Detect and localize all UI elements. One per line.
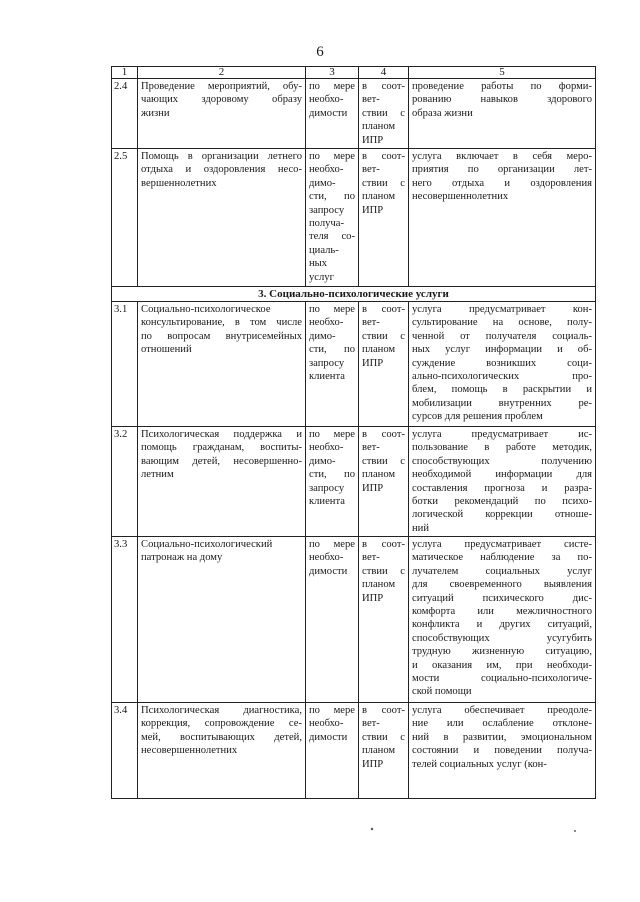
cell-line: вет-	[362, 94, 380, 106]
cell-line: ИПР	[362, 204, 384, 216]
table-row	[112, 537, 596, 703]
cell-line: коррекция, сопровождение се-	[141, 718, 302, 730]
cell-line: планом	[362, 579, 396, 591]
cell-line: него отдыха и оздоровления	[412, 177, 592, 189]
cell-line: мости социально-психологиче-	[412, 673, 592, 685]
row-number: 2.5	[112, 149, 138, 287]
cell-line: в соот-	[362, 539, 405, 550]
services-table	[111, 66, 596, 799]
cell-line: отношений	[141, 344, 192, 356]
cell-line: планом	[362, 191, 396, 203]
service-name	[138, 703, 306, 799]
cell-line: услуга предусматривает систе-	[412, 539, 592, 550]
cell-line: по мере	[309, 304, 355, 315]
cell-line: трудную жизненную ситуацию,	[412, 646, 592, 658]
cell-line: по мере	[309, 151, 355, 162]
cell-line: несовершеннолетних	[141, 745, 238, 757]
cell-line: несовершеннолетних	[412, 191, 509, 203]
cell-line: вет-	[362, 442, 380, 454]
cell-line: Проведение мероприятий, обу-	[141, 81, 302, 92]
section-heading-row	[112, 287, 596, 302]
service-description	[409, 79, 596, 149]
cell-line: ствии с	[362, 731, 405, 743]
cell-line: вет-	[362, 317, 380, 329]
cell-line: ботки рекомендаций по психо-	[412, 496, 592, 508]
cell-line: сурсов для решения проблем	[412, 411, 543, 423]
service-timing	[306, 427, 359, 537]
cell-line: ально-психологических про-	[412, 371, 592, 383]
cell-line: ИПР	[362, 134, 384, 146]
cell-line: состоянии и поведении получа-	[412, 745, 592, 757]
cell-line: планом	[362, 121, 396, 133]
cell-line: димо-	[309, 330, 336, 342]
service-plan	[359, 79, 409, 149]
cell-line: помощь гражданам, воспиты-	[141, 442, 302, 454]
service-description	[409, 149, 596, 287]
row-number: 3.2	[112, 427, 138, 537]
cell-line: услуга предусматривает ис-	[412, 429, 592, 440]
cell-line: вет-	[362, 164, 380, 176]
cell-line: по мере	[309, 705, 355, 716]
cell-line: сультирование на основе, полу-	[412, 317, 592, 329]
cell-line: ИПР	[362, 758, 384, 770]
cell-line: димо-	[309, 455, 336, 467]
cell-line: летним	[141, 469, 174, 481]
cell-line: ний в развитии, эмоциональном	[412, 731, 592, 743]
cell-line: по мере	[309, 81, 355, 92]
cell-line: рованию навыков здорового	[412, 94, 592, 106]
service-plan	[359, 302, 409, 427]
service-description	[409, 427, 596, 537]
cell-line: ствии с	[362, 177, 405, 189]
service-plan	[359, 427, 409, 537]
row-number: 3.4	[112, 703, 138, 799]
section-heading: 3. Социально-психологические услуги	[112, 287, 596, 302]
cell-line: ской помощи	[412, 686, 472, 698]
table-row	[112, 302, 596, 427]
service-description	[409, 302, 596, 427]
cell-line: услуга обеспечивает преодоле-	[412, 705, 592, 716]
cell-line: ний	[412, 522, 430, 534]
service-description	[409, 703, 596, 799]
cell-line: необхо-	[309, 94, 344, 106]
cell-line: мобилизации внутренних ре-	[412, 397, 592, 409]
cell-line: приятия по организации лет-	[412, 164, 592, 176]
cell-line: ИПР	[362, 592, 384, 604]
service-name	[138, 302, 306, 427]
cell-line: в соот-	[362, 705, 405, 716]
cell-line: сти, по	[309, 191, 355, 203]
cell-line: патронаж на дому	[141, 552, 223, 564]
cell-line: Психологическая поддержка и	[141, 429, 302, 440]
cell-line: запросу	[309, 204, 345, 216]
cell-line: услуга включает в себя меро-	[412, 151, 592, 162]
service-name	[138, 149, 306, 287]
service-name	[138, 427, 306, 537]
cell-line: ние или ослабление отклоне-	[412, 718, 592, 730]
cell-line: логической коррекции отноше-	[412, 509, 592, 521]
cell-line: конфликта и других ситуаций,	[412, 619, 592, 631]
cell-line: блем, помощь в раскрытии и	[412, 384, 592, 396]
cell-line: способствующих усугубить	[412, 632, 592, 644]
cell-line: клиента	[309, 496, 345, 508]
cell-line: ствии с	[362, 455, 405, 467]
cell-line: в соот-	[362, 429, 405, 440]
cell-line: необхо-	[309, 442, 344, 454]
cell-line: в соот-	[362, 81, 405, 92]
cell-line: необходимой информации для	[412, 469, 592, 481]
cell-line: в соот-	[362, 151, 405, 162]
cell-line: вершеннолетних	[141, 177, 217, 189]
cell-line: димости	[309, 107, 348, 119]
cell-line: проведение работы по форми-	[412, 81, 592, 92]
cell-line: Помощь в организации летнего	[141, 151, 302, 162]
cell-line: Социально-психологический	[141, 539, 273, 550]
service-timing	[306, 79, 359, 149]
cell-line: чающих здоровому образу	[141, 94, 302, 106]
table-row	[112, 149, 596, 287]
cell-line: телей социальных услуг (кон-	[412, 758, 547, 770]
cell-line: димо-	[309, 177, 336, 189]
cell-line: лучателем социальных услуг	[412, 565, 592, 577]
cell-line: составления прогноза и разра-	[412, 482, 592, 494]
cell-line: необхо-	[309, 552, 344, 564]
cell-line: планом	[362, 745, 396, 757]
cell-line: ных	[309, 258, 328, 270]
header-col-3: 3	[306, 67, 359, 79]
cell-line: ствии с	[362, 330, 405, 342]
cell-line: димости	[309, 565, 348, 577]
service-description	[409, 537, 596, 703]
cell-line: в соот-	[362, 304, 405, 315]
cell-line: планом	[362, 469, 396, 481]
cell-line: по вопросам внутрисемейных	[141, 330, 302, 342]
cell-line: услуга предусматривает кон-	[412, 304, 592, 315]
service-plan	[359, 703, 409, 799]
row-number: 2.4	[112, 79, 138, 149]
cell-line: мей, воспитывающих детей,	[141, 731, 302, 743]
cell-line: для своевременного выявления	[412, 579, 592, 591]
service-plan	[359, 149, 409, 287]
table-row	[112, 79, 596, 149]
cell-line: отдыха и оздоровления несо-	[141, 164, 302, 176]
table-row	[112, 703, 596, 799]
row-number: 3.1	[112, 302, 138, 427]
header-col-4: 4	[359, 67, 409, 79]
cell-line: запросу	[309, 482, 345, 494]
cell-line: вающим детей, несовершенно-	[141, 455, 302, 467]
cell-line: пользование в работе методик,	[412, 442, 592, 454]
cell-line: планом	[362, 344, 396, 356]
cell-line: услуг	[309, 271, 334, 283]
cell-line: ИПР	[362, 357, 384, 369]
cell-line: образа жизни	[412, 107, 473, 119]
cell-line: по мере	[309, 429, 355, 440]
cell-line: матическое наблюдение за по-	[412, 552, 592, 564]
cell-line: ствии с	[362, 107, 405, 119]
cell-line: ИПР	[362, 482, 384, 494]
header-row	[112, 67, 596, 79]
service-timing	[306, 703, 359, 799]
cell-line: клиента	[309, 371, 345, 383]
cell-line: ченной от получателя социаль-	[412, 330, 592, 342]
service-timing	[306, 149, 359, 287]
service-name	[138, 537, 306, 703]
cell-line: ных услуг информации и об-	[412, 344, 592, 356]
cell-line: жизни	[141, 107, 170, 119]
page-number: 6	[316, 44, 324, 60]
cell-line: по мере	[309, 539, 355, 550]
cell-line: циаль-	[309, 244, 339, 256]
cell-line: сти, по	[309, 469, 355, 481]
cell-line: необхо-	[309, 718, 344, 730]
cell-line: вет-	[362, 552, 380, 564]
cell-line: Психологическая диагностика,	[141, 705, 302, 716]
cell-line: теля со-	[309, 231, 355, 243]
cell-line: ситуаций психического дис-	[412, 592, 592, 604]
service-name	[138, 79, 306, 149]
cell-line: ствии с	[362, 565, 405, 577]
cell-line: суждение возникших соци-	[412, 357, 592, 369]
service-timing	[306, 302, 359, 427]
speck	[574, 830, 576, 832]
speck	[371, 828, 373, 830]
cell-line: необхо-	[309, 164, 344, 176]
cell-line: вет-	[362, 718, 380, 730]
cell-line: комфорта или межличностного	[412, 606, 592, 618]
cell-line: запросу	[309, 357, 345, 369]
cell-line: и оказания им, при необходи-	[412, 659, 592, 671]
cell-line: получа-	[309, 218, 344, 230]
service-plan	[359, 537, 409, 703]
row-number: 3.3	[112, 537, 138, 703]
cell-line: способствующих получению	[412, 455, 592, 467]
header-col-1: 1	[112, 67, 138, 79]
header-col-2: 2	[138, 67, 306, 79]
service-timing	[306, 537, 359, 703]
header-col-5: 5	[409, 67, 596, 79]
cell-line: необхо-	[309, 317, 344, 329]
cell-line: Социально-психологическое	[141, 304, 271, 315]
cell-line: консультирование, в том числе	[141, 317, 302, 329]
cell-line: димости	[309, 731, 348, 743]
table-row	[112, 427, 596, 537]
cell-line: сти, по	[309, 344, 355, 356]
